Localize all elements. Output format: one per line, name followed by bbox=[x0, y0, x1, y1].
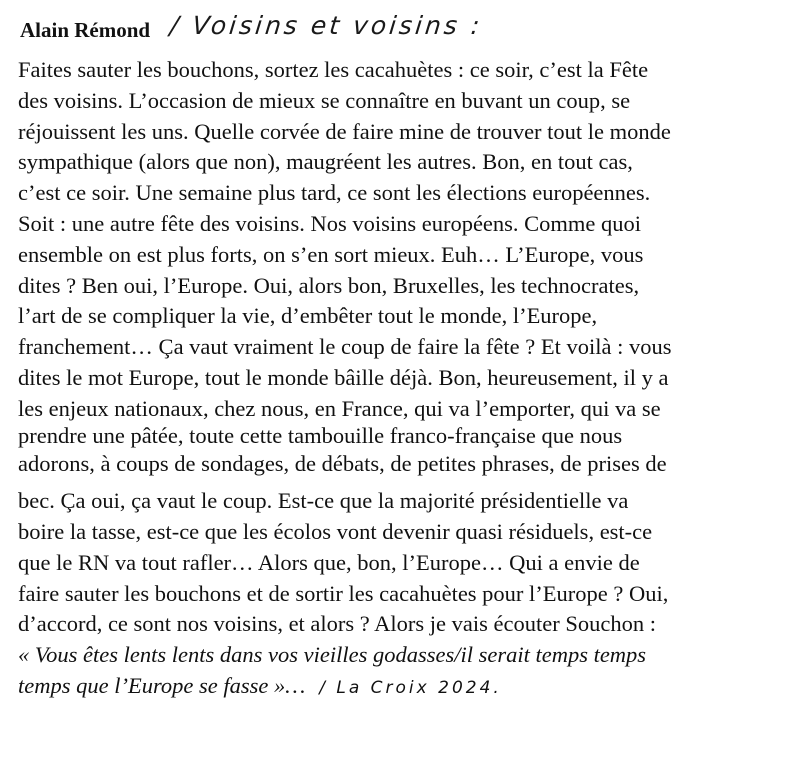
text-line: c’est ce soir. Une semaine plus tard, ce sont les élections européennes. bbox=[18, 180, 651, 206]
text-line: réjouissent les uns. Quelle corvée de faire mine de trouver tout le monde bbox=[18, 118, 671, 144]
text-line: boire la tasse, est-ce que les écolos vont devenir quasi résiduels, est-ce bbox=[18, 518, 653, 544]
text-line: des voisins. L’occasion de mieux se connaître en buvant un coup, se bbox=[18, 87, 631, 113]
text-line: l’art de se compliquer la vie, d’embêter tout le monde, l’Europe, bbox=[18, 303, 598, 329]
quote-line: temps que l’Europe se fasse »… bbox=[18, 672, 306, 698]
text-line: dites ? Ben oui, l’Europe. Oui, alors bon, Bruxelles, les technocrates, bbox=[18, 272, 640, 298]
text-line: faire sauter les bouchons et de sortir les cacahuètes pour l’Europe ? Oui, bbox=[18, 580, 669, 606]
text-line: ensemble on est plus forts, on s’en sort mieux. Euh… L’Europe, vous bbox=[18, 241, 644, 267]
text-line: les enjeux nationaux, chez nous, en France, qui va l’emporter, qui va se bbox=[18, 395, 661, 421]
text-line: adorons, à coups de sondages, de débats, de petites phrases, de prises de bbox=[18, 451, 667, 477]
text-line: sympathique (alors que non), maugréent les autres. Bon, en tout cas, bbox=[18, 149, 633, 175]
quote-closing-line bbox=[18, 671, 786, 702]
text-line: dites le mot Europe, tout le monde bâille déjà. Bon, heureusement, il y a bbox=[18, 364, 669, 390]
text-line: franchement… Ça vaut vraiment le coup de faire la fête ? Et voilà : vous bbox=[18, 334, 672, 360]
text-line: bec. Ça oui, ça vaut le coup. Est-ce que la majorité présidentielle va bbox=[18, 488, 629, 514]
article-header bbox=[20, 8, 483, 48]
quote-line: « Vous êtes lents lents dans vos vieilles godasses/il serait temps temps bbox=[18, 642, 647, 668]
handwritten-title: / Voisins et voisins : bbox=[168, 11, 485, 40]
text-line: que le RN va tout rafler… Alors que, bon, l’Europe… Qui a envie de bbox=[18, 549, 640, 575]
text-line: d’accord, ce sont nos voisins, et alors ? Alors je vais écouter Souchon : bbox=[18, 611, 656, 637]
text-line: Soit : une autre fête des voisins. Nos voisins européens. Comme quoi bbox=[18, 210, 642, 236]
text-line: prendre une pâtée, toute cette tambouille franco-française que nous bbox=[18, 422, 623, 448]
text-line: Faites sauter les bouchons, sortez les cacahuètes : ce soir, c’est la Fête bbox=[18, 57, 649, 82]
author-name: Alain Rémond bbox=[20, 18, 151, 42]
article-body bbox=[18, 55, 786, 702]
handwritten-signature: / La Croix 2024. bbox=[319, 677, 502, 698]
